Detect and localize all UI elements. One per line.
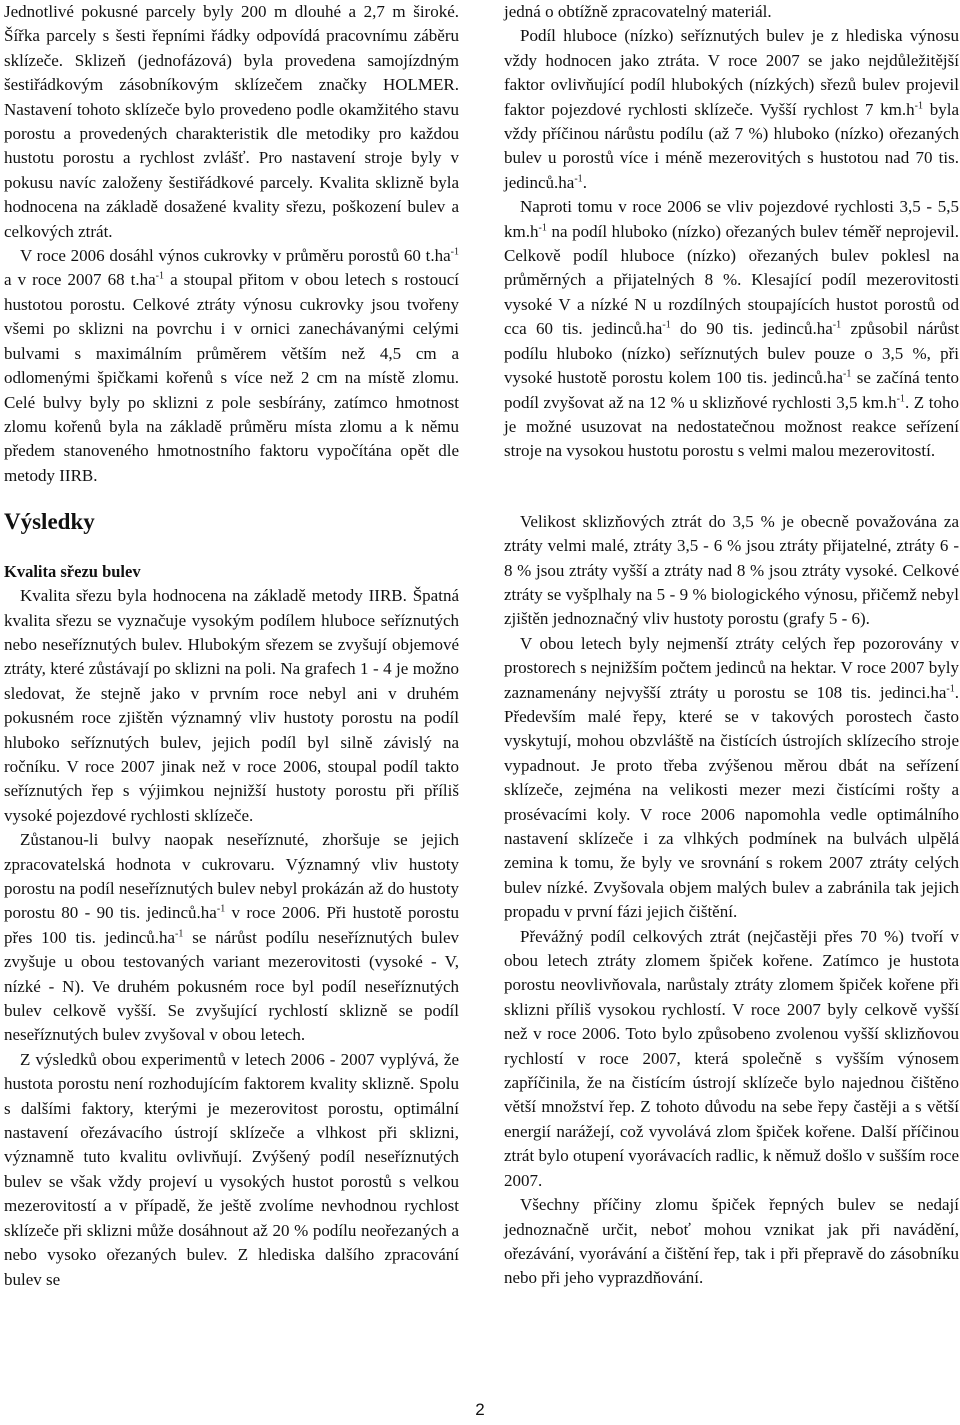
speed-effect-paragraph: Naproti tomu v roce 2006 se vliv pojezdové rychlosti 3,5 - 5,5 $km.h^{-1}$ na podíl hluboko (nízko) ořezaných bulev téměř neprojevil. Celkově podíl hluboce (nízko) ořezaných bulev poklesl na průměrných a přijatelných 8 %. Klesající podíl mezerovitosti vysoké V a nízké N u rozdílných stoupajících hustot porostů od cca 60 tis. $jedinců.ha^{-1}$ do 90 tis. $jedinců.ha^{-1}$ způsobil nárůst podílu hluboko (nízko) seříznutých bulev pouze o 3,5 %, při vysoké hustotě porostu kolem 100 tis. $jedinců.ha^{-1}$ se začíná tento podíl zvyšovat až na 12 % u sklizňové rychlosti 3,5 $km.h^{-1}$. Z toho je možné usuzovat na nedostatečnou možnost reakce seřízení stroje na vysokou hustotu porostu s velmi malou mezerovitostí.: [504, 197, 960, 461]
page-number: 2: [475, 1400, 485, 1419]
left-column: [4, 0, 459, 1292]
deep-cut-paragraph: Podíl hluboce (nízko) seříznutých bulev je z hlediska výnosu vždy hodnocen jako ztráta. V roce 2007 se jako nejdůležitější faktor ovlivňující podíl hlubokých (nízkých) sřezů bulev projevil faktor pojezdové rychlosti sklízeče. Vyšší rychlost 7 $km.h^{-1}$ byla vždy příčinou nárůstu podílu (až 7 %) hluboko (nízko) ořezaných bulev u porostů více i méně mezerovitých s hustotou nad 70 tis. $jedinců.ha^{-1}$.: [504, 26, 959, 192]
uncut-beets-paragraph: Zůstanou-li bulvy naopak neseříznuté, zhoršuje se jejich zpracovatelská hodnota v cukrovaru. Významný vliv hustoty porostu na podíl neseříznutých bulev nebyl prokázán až do hustoty porostu 80 - 90 tis. $jedinců.ha^{-1}$ v roce 2006. Při hustotě porostu přes 100 tis. $jedinců.ha^{-1}$ se nárůst podílu neseříznutých bulev zvyšuje u obou testovaných variant mezerovitosti (vysoké - V, nízké - N). Ve druhém pokusném roce byl podíl neseříznutých bulev celkově vyšší. Se zvyšující rychlostí sklizně se podíl neseříznutých bulev zvyšoval v obou letech.: [4, 830, 460, 1045]
conclusion-paragraph: Z výsledků obou experimentů v letech 2006 - 2007 vyplývá, že hustota porostu není rozhodujícím faktorem kvality sklizně. Spolu s dalšími faktory, kterými je mezerovitost porostu, optimální nastavení ořezávacího ústrojí sklízeče a vlhkost při sklizni, významně tuto kvalitu ovlivňují. Zvýšený podíl neseříznutých bulev se však vždy projeví u vysokých hustot porostů s velkou mezerovitostí a v případě, že ještě zvolíme nevhodnou rychlost sklízeče při sklizni může dosáhnout až 20 % podílu neořezaných a nebo vysoko ořezaných bulev. Z hlediska dalšího zpracování bulev se: [4, 1049, 459, 1289]
paragraph-gap: [504, 464, 959, 510]
methods-paragraph: Jednotlivé pokusné parcely byly 200 m dlouhé a 2,7 m široké. Šířka parcely s šesti řepními řádky odpovídá pracovnímu záběru sklízeče. Sklizeň (jednofázová) byla provedena samojízdným šestiřádkovým zásobníkovým sklízečem značky HOLMER. Nastavení tohoto sklízeče bylo provedeno podle okamžitého stavu porostu a provedených charakteristik dle metodiky pro každou hustotu porostu a rychlost zvlášť. Pro nastavení stroje byly v pokusu navíc založeny šestiřádkové parcely. Kvalita sklizně byla hodnocena na základě dosažené kvality sřezu, poškození bulev a celkových ztrát.: [4, 2, 459, 241]
harvest-losses-paragraph: Velikost sklizňových ztrát do 3,5 % je obecně považována za ztráty velmi malé, ztráty 3,5 - 6 % jsou ztráty přijatelné, ztráty 6 - 8 % jsou ztráty vyšší a ztráty nad 8 % jsou ztráty vysoké. Celkové ztráty se vyšplhaly na 5 - 9 % biologického výnosu, přičemž nebyl zjištěn jednoznačný vliv hustoty porostu (grafy 5 - 6).: [504, 511, 959, 629]
section-heading-results: Výsledky: [4, 509, 95, 535]
cut-quality-paragraph: Kvalita sřezu byla hodnocena na základě metody IIRB. Špatná kvalita sřezu se vyznačuje vysokým podílem hluboce seříznutých nebo neseříznutých bulev. Hlubokým sřezem se zvyšují objemové ztráty, které zůstávají po sklizni na poli. Na grafech 1 - 4 je možno sledovat, že stejně jako v prvním roce nebyl ani v druhém pokusném roce zjištěn významný vliv hustoty porostu na podíl hluboko seříznutých bulev, jejich podíl byl silně závislý na ročníku. V roce 2007 jinak než v roce 2006, stoupal podíl takto seříznutých řep s výjimkou nejnižší hustoty porostu při příliš vysoké pojezdové rychlosti sklízeče.: [4, 586, 459, 825]
causes-paragraph: Všechny příčiny zlomu špiček řepných bulev se nedají jednoznačně určit, neboť mohou vznikat jak při navádění, ořezávání, vyorávání a čištění řep, tak i při přepravě do zásobníku nebo při jeho vyprazdňování.: [504, 1195, 959, 1288]
whole-beet-losses-paragraph: V obou letech byly nejmenší ztráty celých řep pozorovány v prostorech s nejnižším počtem jedinců na hektar. V roce 2007 byly zaznamenány nejvyšší ztráty u porostu se 108 tis. $jedinci.ha^{-1}$. Především malé řepy, které se v takových porostech často vyskytují, mohou obzvláště na čistících ústrojích sklízecího stroje vypadnout. Je proto třeba zvýšenou měrou dbát na seřízení sklízeče, zejména na velikosti mezer mezi čistícími rošty a prosévacími koly. V roce 2006 napomohla vedle optimálního nastavení sklízeče i za vlhkých podmínek na bulvách ulpělá zemina k tomu, že byly ve srovnání s rokem 2007 ztráty celých bulev nízké. Zvyšovala objem malých bulev a zabránila tak jejich propadu v první fázi jejich čištění.: [504, 633, 959, 922]
continuation-paragraph: jedná o obtížně zpracovatelný materiál.: [504, 2, 772, 21]
yield-paragraph: V roce 2006 dosáhl výnos cukrovky v průměru porostů 60 $t.ha^{-1}$ a v roce 2007 68 $t.ha^{-1}$ a stoupal přitom v obou letech s rostoucí hustotou porostu. Celkové ztráty výnosu cukrovky jsou tvořeny všemi po sklizni na povrchu i v ornici zanechávanými celými bulvami s maximálním průměrem větším než 4,5 cm a odlomenými špičkami kořenů s více než 2 cm na místě zlomu. Celé bulvy byly po sklizni z pole sesbírány, zatímco hmotnost zlomu kořenů byla na základě průměru místa zlomu a k němu předem stanoveného hmotnostního faktoru vypočítána opět dle metody IIRB.: [4, 246, 459, 485]
root-tip-losses-paragraph: Převážný podíl celkových ztrát (nejčastěji přes 70 %) tvoří v obou letech ztráty zlomem špiček kořene. Zatímco je hustota porostu neovlivňovala, narůstaly ztráty zlomem špiček kořene při sklizni příliš vysokou rychlostí. V roce 2007 byly celkově vyšší než v roce 2006. Toto bylo způsobeno zvolenou vyšší sklizňovou rychlostí v roce 2007, která společně s vyšším výnosem zapříčinila, že na čistícím ústrojí sklízeče bylo najednou čištěno větší množství řep. Z tohoto důvodu na sebe řepy častěji a s větší energií narážejí, což vyvolává zlom špiček kořene. Další příčinou ztrát bylo otupení vyorávacích radlic, k němuž došlo v sušším roce 2007.: [504, 926, 959, 1190]
right-column: [504, 0, 959, 1291]
subsection-heading-cut-quality: Kvalita sřezu bulev: [4, 562, 141, 582]
